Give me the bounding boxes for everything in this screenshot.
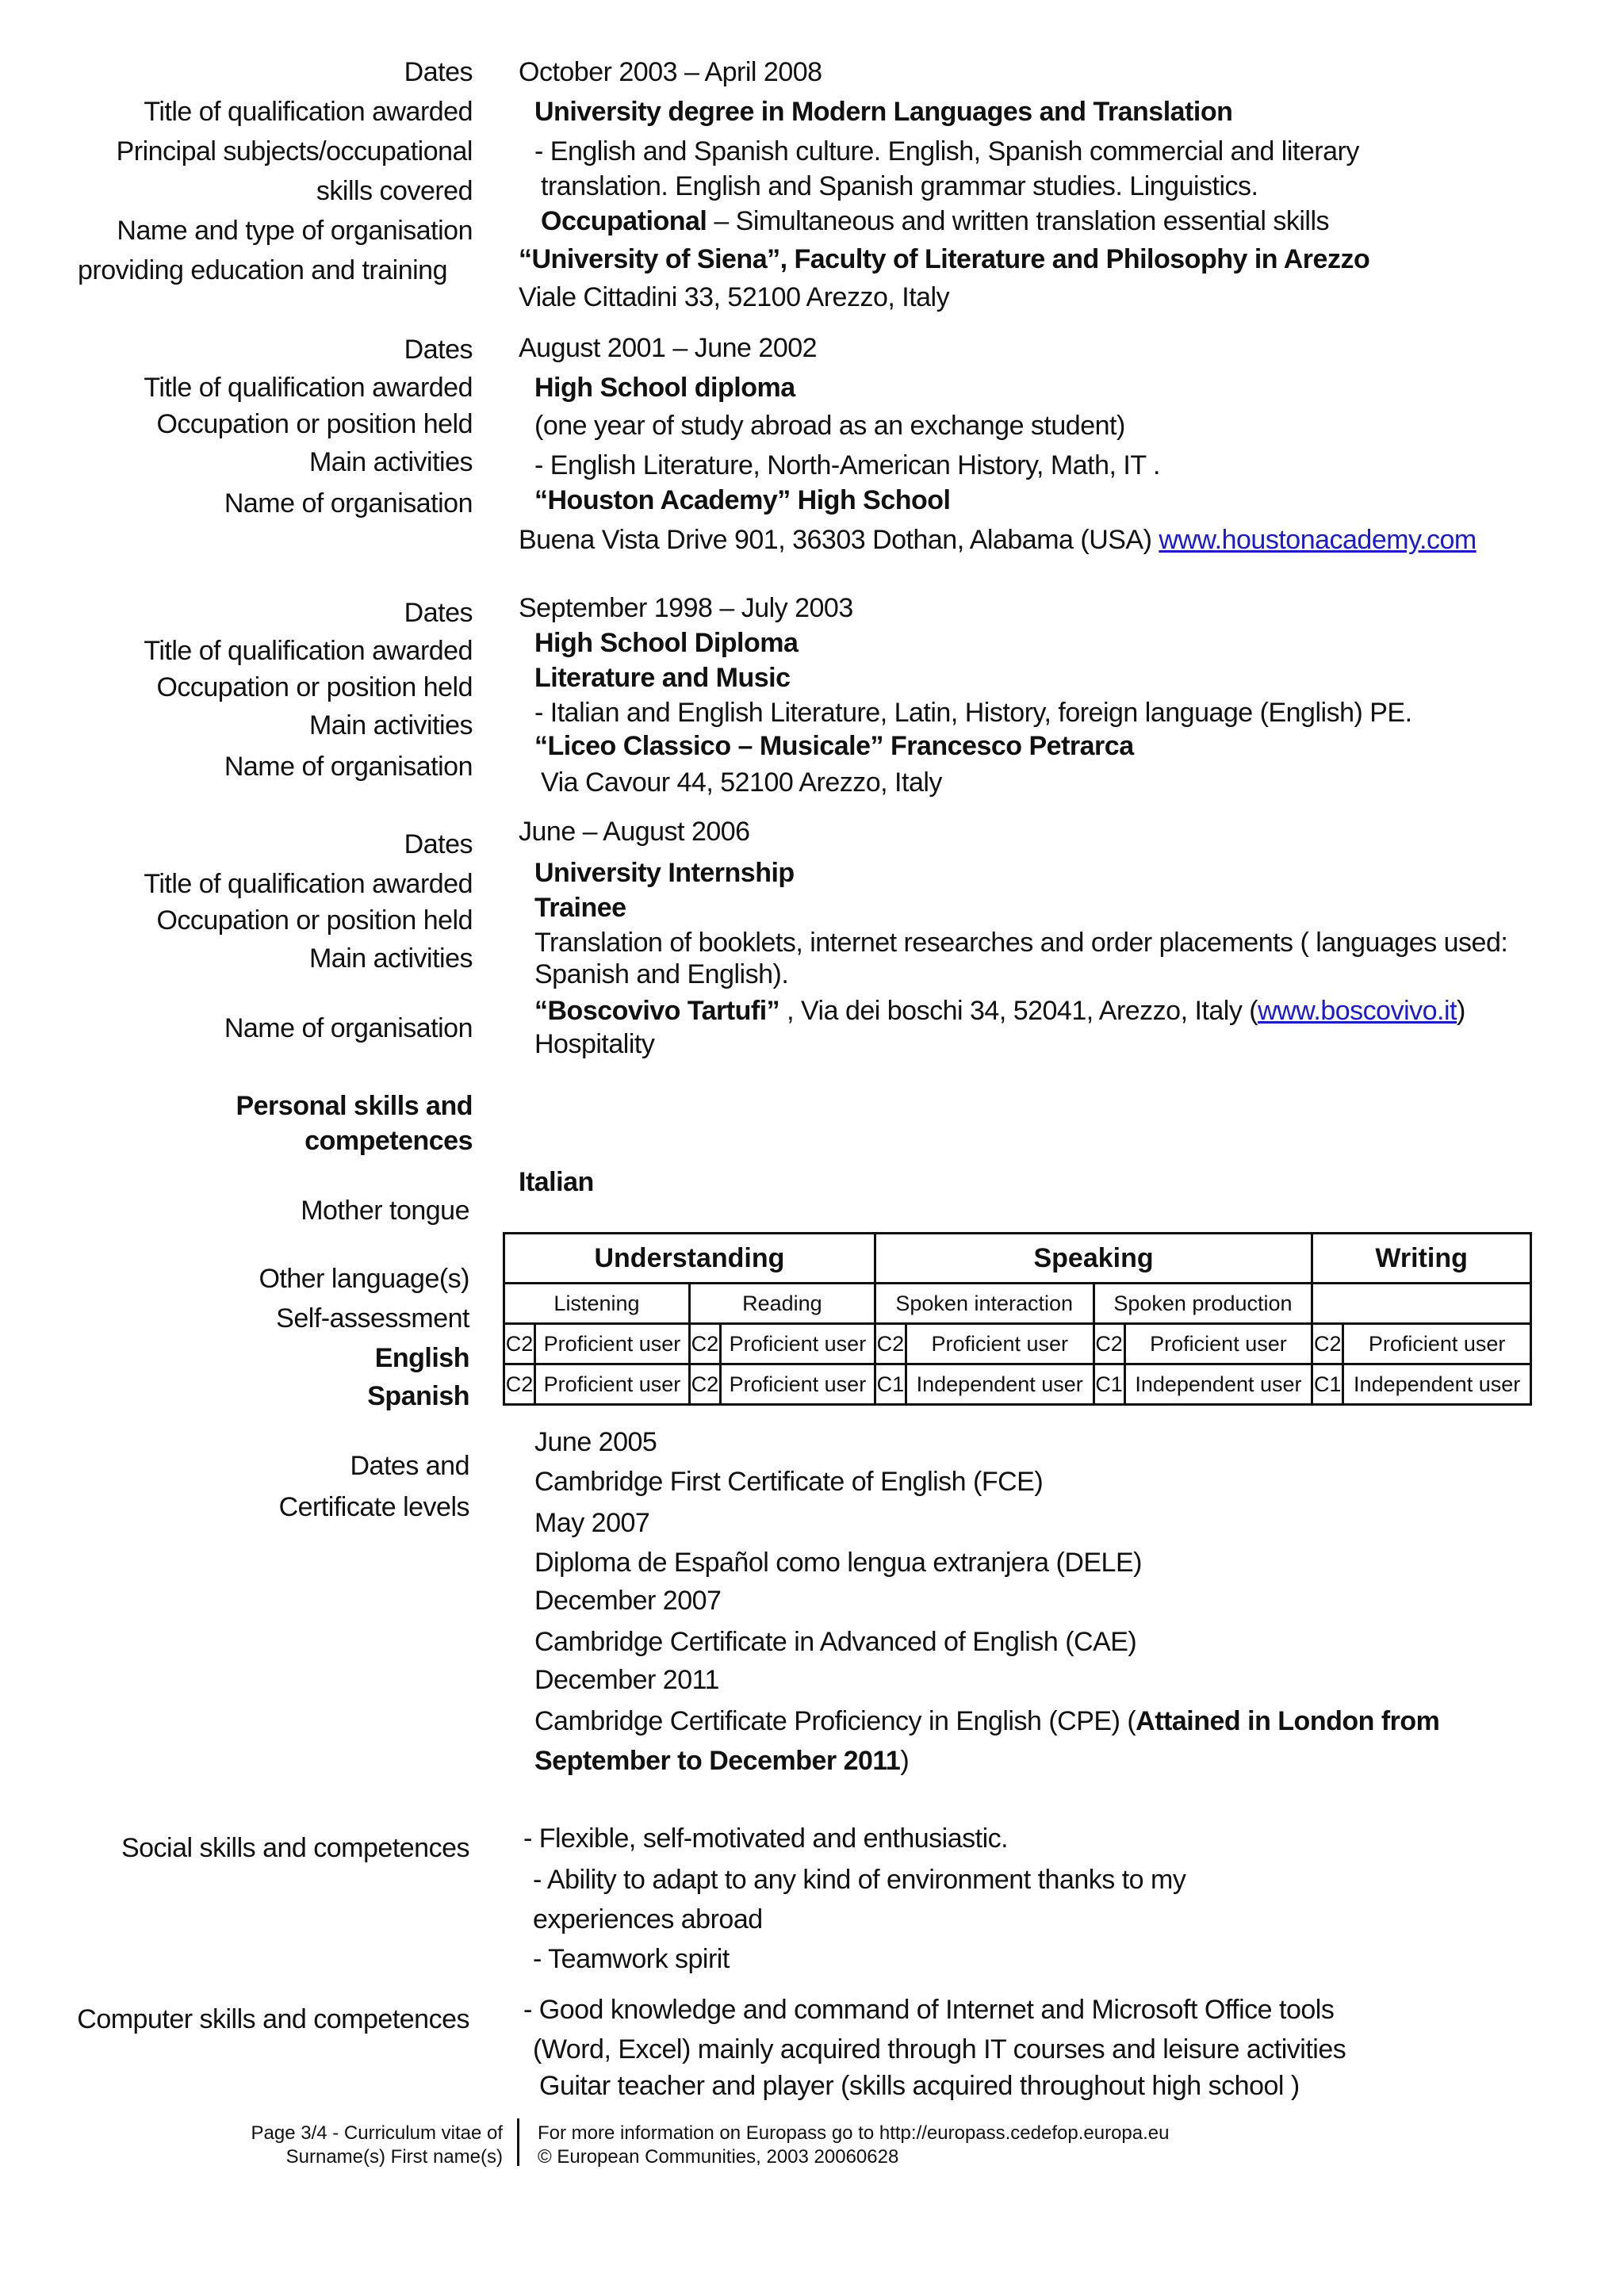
label-organisation: Name of organisation bbox=[224, 752, 473, 782]
cert-cpe-end: ) bbox=[900, 1746, 910, 1776]
subheader-spoken-interaction: Spoken interaction bbox=[875, 1284, 1094, 1324]
social-line: - Teamwork spirit bbox=[533, 1944, 730, 1974]
edu1-occupational bbox=[541, 201, 1329, 241]
social-line: - Flexible, self-motivated and enthusiastic. bbox=[523, 1823, 1009, 1854]
personal-skills-heading-2: competences bbox=[304, 1126, 473, 1156]
level-code: C1 bbox=[1312, 1364, 1343, 1405]
level-desc: Independent user bbox=[1124, 1364, 1312, 1405]
level-desc: Proficient user bbox=[1343, 1324, 1531, 1364]
label-dates: Dates bbox=[404, 57, 473, 87]
level-code: C2 bbox=[504, 1364, 535, 1405]
level-code: C2 bbox=[689, 1324, 720, 1364]
label-certificate-levels: Certificate levels bbox=[278, 1492, 469, 1522]
label-organisation: Name of organisation bbox=[224, 488, 473, 519]
cert-cpe-bold-2: September to December 2011 bbox=[534, 1746, 901, 1776]
cert-line: June 2005 bbox=[534, 1427, 657, 1457]
cert-cpe bbox=[534, 1701, 1439, 1741]
table-row-english bbox=[504, 1324, 1531, 1364]
edu2-address bbox=[519, 520, 1477, 560]
footer-page-info: Page 3/4 - Curriculum vitae of bbox=[251, 2122, 503, 2144]
computer-line: - Good knowledge and command of Internet and Microsoft Office tools bbox=[523, 1995, 1335, 2025]
edu1-subjects-1: - English and Spanish culture. English, Spanish commercial and literary bbox=[534, 136, 1359, 166]
footer-name: Surname(s) First name(s) bbox=[285, 2146, 503, 2168]
edu4-dates: June – August 2006 bbox=[519, 817, 750, 847]
edu4-activities-2: Spanish and English). bbox=[534, 959, 789, 989]
footer-europass-info: For more information on Europass go to http://europass.cedefop.europa.eu bbox=[538, 2122, 1170, 2144]
edu4-organisation-bold: “Boscovivo Tartufi” bbox=[534, 996, 780, 1026]
level-code: C2 bbox=[504, 1324, 535, 1364]
level-desc: Proficient user bbox=[1124, 1324, 1312, 1364]
level-code: C2 bbox=[689, 1364, 720, 1405]
level-code: C2 bbox=[1312, 1324, 1343, 1364]
label-mother-tongue: Mother tongue bbox=[301, 1196, 469, 1226]
label-title-qualification: Title of qualification awarded bbox=[144, 373, 473, 403]
label-title-qualification: Title of qualification awarded bbox=[144, 636, 473, 666]
label-occupation: Occupation or position held bbox=[156, 905, 473, 936]
edu3-address: Via Cavour 44, 52100 Arezzo, Italy bbox=[541, 767, 942, 798]
edu4-sector: Hospitality bbox=[534, 1029, 655, 1059]
level-code: C2 bbox=[1094, 1324, 1124, 1364]
edu3-title: High School Diploma bbox=[534, 628, 799, 658]
edu1-occupational-rest: – Simultaneous and written translation essential skills bbox=[707, 206, 1330, 236]
computer-line: Guitar teacher and player (skills acquired throughout high school ) bbox=[539, 2071, 1300, 2101]
label-main-activities: Main activities bbox=[308, 710, 473, 740]
level-desc: Proficient user bbox=[535, 1364, 690, 1405]
computer-line: (Word, Excel) mainly acquired through IT courses and leisure activities bbox=[533, 2034, 1346, 2064]
label-social-skills: Social skills and competences bbox=[121, 1833, 469, 1863]
label-occupation: Occupation or position held bbox=[156, 409, 473, 439]
edu1-address: Viale Cittadini 33, 52100 Arezzo, Italy bbox=[519, 282, 950, 312]
label-organisation-type: Name and type of organisation bbox=[117, 216, 473, 246]
personal-skills-heading-1: Personal skills and bbox=[236, 1091, 473, 1121]
label-self-assessment: Self-assessment bbox=[276, 1303, 469, 1334]
label-dates-and: Dates and bbox=[350, 1451, 469, 1481]
cert-cpe-cont bbox=[534, 1741, 909, 1781]
edu2-title: High School diploma bbox=[534, 373, 795, 403]
level-desc: Proficient user bbox=[720, 1324, 875, 1364]
edu1-dates: October 2003 – April 2008 bbox=[519, 57, 822, 87]
table-row-spanish bbox=[504, 1364, 1531, 1405]
boscovivo-link[interactable]: www.boscovivo.it bbox=[1258, 996, 1457, 1026]
mother-tongue-value: Italian bbox=[519, 1167, 594, 1197]
edu2-organisation: “Houston Academy” High School bbox=[534, 485, 951, 515]
label-computer-skills: Computer skills and competences bbox=[77, 2004, 469, 2034]
subheader-spoken-production: Spoken production bbox=[1094, 1284, 1312, 1324]
language-self-assessment-table bbox=[503, 1232, 1532, 1406]
footer-left bbox=[251, 2122, 503, 2169]
label-main-activities: Main activities bbox=[308, 943, 473, 974]
cert-line: December 2007 bbox=[534, 1586, 722, 1616]
header-writing: Writing bbox=[1312, 1234, 1531, 1284]
edu3-organisation: “Liceo Classico – Musicale” Francesco Petrarca bbox=[534, 731, 1134, 761]
footer-right bbox=[538, 2122, 1169, 2169]
header-speaking: Speaking bbox=[875, 1234, 1312, 1284]
cert-cpe-bold: Attained in London from bbox=[1136, 1706, 1440, 1736]
label-occupation: Occupation or position held bbox=[156, 672, 473, 702]
edu1-occupational-bold: Occupational bbox=[541, 206, 707, 236]
label-skills-covered: skills covered bbox=[316, 176, 473, 206]
edu1-organisation: “University of Siena”, Faculty of Literature and Philosophy in Arezzo bbox=[519, 244, 1370, 274]
edu3-occupation: Literature and Music bbox=[534, 663, 791, 693]
level-desc: Proficient user bbox=[720, 1364, 875, 1405]
edu3-dates: September 1998 – July 2003 bbox=[519, 593, 853, 623]
level-desc: Proficient user bbox=[535, 1324, 690, 1364]
edu4-organisation-end: ) bbox=[1456, 996, 1465, 1026]
edu4-organisation-rest: , Via dei boschi 34, 52041, Arezzo, Italy ( bbox=[779, 996, 1258, 1026]
cert-line: Cambridge First Certificate of English (FCE) bbox=[534, 1467, 1044, 1497]
edu1-subjects-2: translation. English and Spanish grammar studies. Linguistics. bbox=[541, 171, 1258, 201]
label-other-languages: Other language(s) bbox=[259, 1264, 469, 1294]
edu4-organisation bbox=[534, 991, 1465, 1031]
edu4-activities-1: Translation of booklets, internet researches and order placements ( languages used: bbox=[534, 928, 1508, 958]
level-desc: Proficient user bbox=[906, 1324, 1094, 1364]
cert-line: December 2011 bbox=[534, 1665, 719, 1695]
level-code: C1 bbox=[1094, 1364, 1124, 1405]
level-code: C1 bbox=[875, 1364, 906, 1405]
edu2-address-text: Buena Vista Drive 901, 36303 Dothan, Alabama (USA) bbox=[519, 525, 1152, 555]
edu2-occupation: (one year of study abroad as an exchange student) bbox=[534, 411, 1125, 441]
label-dates: Dates bbox=[404, 829, 473, 859]
subheader-writing bbox=[1312, 1284, 1531, 1324]
cert-cpe-text: Cambridge Certificate Proficiency in English (CPE) ( bbox=[534, 1706, 1136, 1736]
cert-line: May 2007 bbox=[534, 1508, 650, 1538]
edu2-activities: - English Literature, North-American History, Math, IT . bbox=[534, 450, 1160, 480]
label-main-activities: Main activities bbox=[308, 447, 473, 477]
label-organisation: Name of organisation bbox=[224, 1013, 473, 1043]
footer-copyright: © European Communities, 2003 20060628 bbox=[538, 2146, 899, 2168]
footer-divider bbox=[517, 2118, 519, 2166]
subheader-reading: Reading bbox=[689, 1284, 875, 1324]
label-dates: Dates bbox=[404, 598, 473, 628]
language-english: English bbox=[374, 1343, 469, 1373]
edu3-activities: - Italian and English Literature, Latin, History, foreign language (English) PE. bbox=[534, 698, 1412, 728]
social-line: - Ability to adapt to any kind of environment thanks to my bbox=[533, 1865, 1186, 1895]
edu4-title: University Internship bbox=[534, 858, 795, 888]
level-desc: Independent user bbox=[906, 1364, 1094, 1405]
table-subheader-row bbox=[504, 1284, 1531, 1324]
level-desc: Independent user bbox=[1343, 1364, 1531, 1405]
label-title-qualification: Title of qualification awarded bbox=[144, 869, 473, 899]
language-spanish: Spanish bbox=[367, 1381, 469, 1411]
label-title-qualification: Title of qualification awarded bbox=[144, 97, 473, 127]
subheader-listening: Listening bbox=[504, 1284, 690, 1324]
edu1-title: University degree in Modern Languages and Translation bbox=[534, 97, 1233, 127]
edu2-dates: August 2001 – June 2002 bbox=[519, 333, 818, 363]
level-code: C2 bbox=[875, 1324, 906, 1364]
cert-line: Diploma de Español como lengua extranjera (DELE) bbox=[534, 1548, 1142, 1578]
label-providing-education: providing education and training bbox=[77, 255, 447, 285]
label-principal-subjects: Principal subjects/occupational bbox=[116, 136, 473, 166]
table-group-header-row bbox=[504, 1234, 1531, 1284]
edu4-occupation: Trainee bbox=[534, 893, 626, 923]
houston-academy-link[interactable]: www.houstonacademy.com bbox=[1159, 525, 1477, 555]
label-dates: Dates bbox=[404, 335, 473, 365]
header-understanding: Understanding bbox=[504, 1234, 875, 1284]
social-line: experiences abroad bbox=[533, 1904, 763, 1934]
cert-line: Cambridge Certificate in Advanced of English (CAE) bbox=[534, 1627, 1137, 1657]
